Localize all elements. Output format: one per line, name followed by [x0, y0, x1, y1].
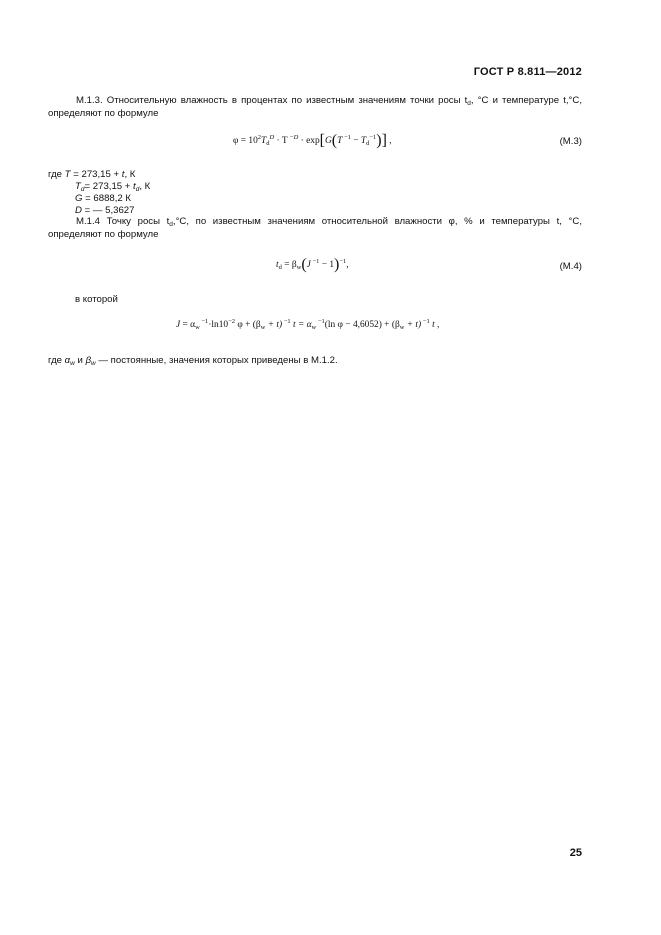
m3-inner-T: T: [337, 136, 343, 146]
j-w1: w: [195, 324, 200, 331]
m3-d: d: [266, 140, 270, 147]
m3-bracket-open: [: [319, 132, 325, 149]
w1-a: где: [48, 169, 65, 180]
m3-T: T: [261, 136, 267, 146]
m3-paren-close: ): [376, 132, 382, 149]
m3-G: G: [324, 136, 332, 146]
w1-b: = 273,15 +: [70, 169, 122, 180]
wc-beta: β: [85, 355, 92, 366]
m14-text-b: ,°С, по известным значениям относительной влажности φ, % и температуры t, °С, определяют по формуле: [48, 216, 582, 240]
m4-minus1: −1: [310, 258, 320, 265]
formula-j: [176, 318, 439, 332]
j-e3: −1: [282, 318, 291, 325]
formula-m3: [233, 134, 392, 148]
wc-c: — постоянные, значения которых приведены в М.1.2.: [95, 355, 338, 366]
m4-t: t: [276, 260, 279, 270]
w4-b: = — 5,3627: [81, 205, 135, 216]
w3-b: = 6888,2 К: [82, 193, 131, 204]
j-p4: + t): [265, 320, 283, 330]
m3-minusD: −D: [287, 134, 299, 141]
j-e2: −2: [228, 318, 236, 325]
j-p3: φ + (β: [235, 320, 261, 330]
w2-sub2: d: [135, 186, 140, 193]
w1-T: T: [64, 169, 71, 180]
m4-paren-open: (: [301, 256, 307, 273]
where-line-3: [75, 193, 131, 205]
w2-c: , К: [139, 181, 151, 192]
wc-alpha: α: [64, 355, 71, 366]
m3-minus: −: [350, 136, 361, 146]
j-p6: (ln φ − 4,6052) + (β: [324, 320, 400, 330]
w2-t: t: [133, 181, 136, 192]
in-which-text: в которой: [75, 294, 118, 305]
j-w3: w: [311, 324, 317, 331]
paragraph-m14: [48, 216, 582, 241]
m14-sub-d: d: [169, 221, 173, 228]
m3-td-sub: d: [366, 140, 370, 147]
m4-d: d: [278, 264, 282, 271]
j-p5: t = α: [290, 320, 312, 330]
page-number: 25: [569, 847, 582, 859]
m3-Td: T: [360, 136, 367, 146]
m3-eq: = 10: [238, 136, 258, 146]
m13-text-a: М.1.3. Относительную влажность в процентах по известным значениям точки росы t: [76, 95, 468, 106]
j-p2: ·ln10: [208, 320, 229, 330]
wc-sub1: w: [70, 360, 75, 367]
where-constants: [48, 355, 338, 367]
m4-w: w: [296, 264, 302, 271]
j-e4: −1: [316, 318, 325, 325]
w1-t: t: [121, 169, 125, 180]
m3-exp2: 2: [257, 134, 262, 141]
wc-b: и: [74, 355, 86, 366]
m3-neg1: −1: [369, 134, 377, 141]
equation-number-m4: (М.4): [559, 261, 582, 272]
m4-tail: ,: [346, 260, 349, 270]
m3-tail: ,: [386, 136, 392, 146]
equation-number-m3: (М.3): [559, 136, 582, 147]
w2-sub: d: [80, 186, 85, 193]
j-p8: t ,: [429, 320, 440, 330]
m3-bracket-close: ]: [381, 132, 387, 149]
w1-c: , К: [124, 169, 136, 180]
m4-eq: = β: [281, 260, 297, 270]
where-line-2: [75, 181, 150, 193]
m13-sub-d: d: [467, 100, 471, 107]
m3-paren-open: (: [331, 132, 338, 149]
m4-J: J: [306, 260, 311, 270]
formula-m4: [276, 258, 349, 272]
j-p1: = α: [180, 320, 196, 330]
j-w4: w: [399, 324, 405, 331]
m13-text-b: , °С и температуре t,°С, определяют по формуле: [48, 95, 582, 119]
m3-phi: φ: [233, 136, 239, 146]
m4-outer: −1: [339, 258, 347, 265]
wc-sub2: w: [91, 360, 96, 367]
w2-T: T: [75, 181, 81, 192]
m14-text-a: М.1.4 Точку росы t: [76, 216, 170, 227]
m3-mid: · T: [274, 136, 288, 146]
where-line-1: [48, 169, 135, 181]
j-w2: w: [260, 324, 266, 331]
w3-G: G: [75, 193, 83, 204]
w4-D: D: [75, 205, 82, 216]
m4-paren-close: ): [334, 256, 340, 273]
wc-a: где: [48, 355, 65, 366]
m3-D: D: [269, 134, 275, 141]
j-e5: −1: [421, 318, 430, 325]
m3-minus1: −1: [342, 134, 351, 141]
j-e1: −1: [199, 318, 209, 325]
document-header: ГОСТ Р 8.811—2012: [473, 66, 582, 78]
j-J: J: [176, 320, 181, 330]
m4-minus-one: − 1: [319, 260, 335, 270]
j-p7: + t): [404, 320, 422, 330]
w2-b: = 273,15 +: [84, 181, 134, 192]
paragraph-m13: [48, 95, 582, 120]
m3-exp: · exp: [298, 136, 320, 146]
